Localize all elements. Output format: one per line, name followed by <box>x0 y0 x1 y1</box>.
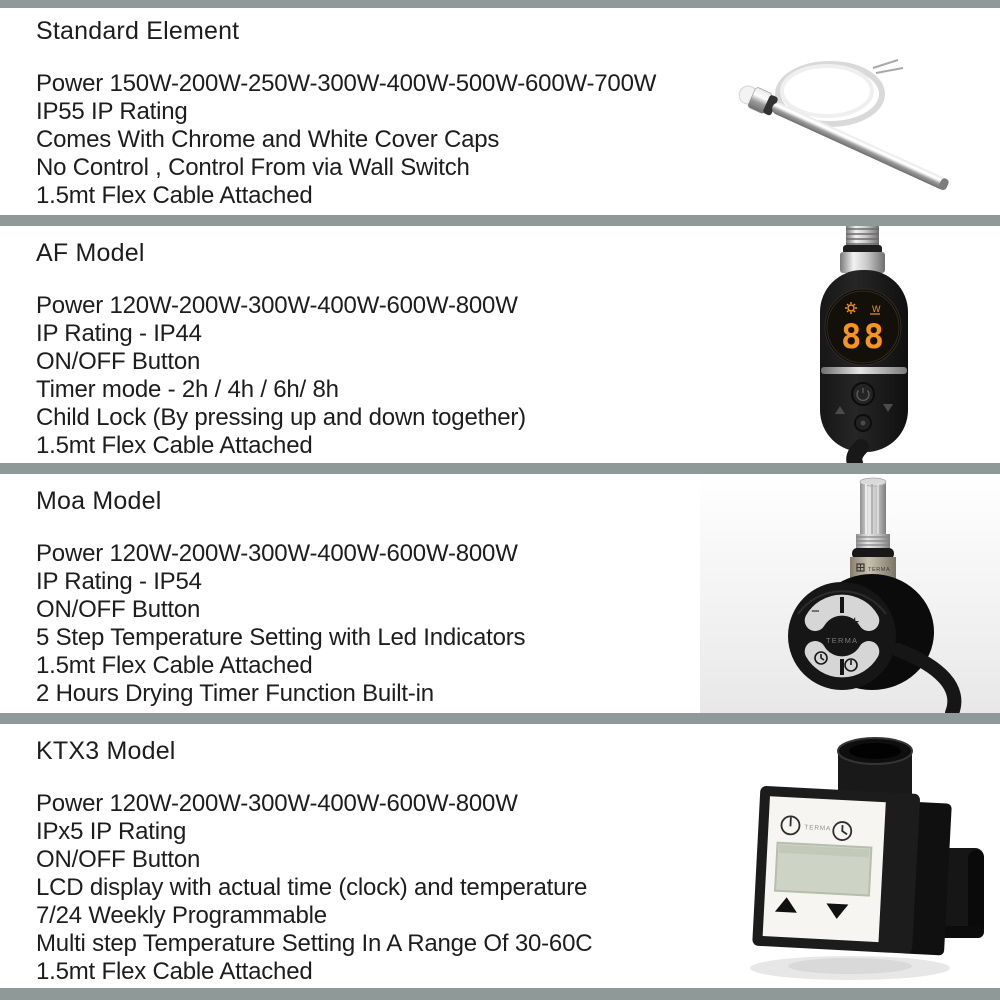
spec-line: Power 120W-200W-300W-400W-600W-800W <box>36 540 518 567</box>
brand-label: TERMA <box>804 824 832 833</box>
divider-bar <box>0 463 1000 474</box>
standard-element-photo <box>700 8 1000 215</box>
controller-body <box>752 786 952 956</box>
spec-line: ON/OFF Button <box>36 596 201 623</box>
bottom-border-bar <box>0 988 1000 1000</box>
threaded-connector <box>840 226 885 273</box>
ktx3-model-photo <box>700 724 1000 988</box>
spec-line: 1.5mt Flex Cable Attached <box>36 432 313 459</box>
spec-line: No Control , Control From via Wall Switch <box>36 154 470 181</box>
spec-line: 2 Hours Drying Timer Function Built-in <box>36 680 434 707</box>
spec-line: ON/OFF Button <box>36 846 201 873</box>
section-title: KTX3 Model <box>36 737 176 765</box>
spec-line: Power 120W-200W-300W-400W-600W-800W <box>36 292 518 319</box>
flex-cable <box>854 447 861 463</box>
section-ktx3-model <box>0 724 1000 988</box>
spec-line: IP Rating - IP54 <box>36 568 202 595</box>
spec-line: Power 150W-200W-250W-300W-400W-500W-600W-700W <box>36 70 657 97</box>
top-border-bar <box>0 0 1000 8</box>
spec-line: Multi step Temperature Setting In A Range Of 30-60C <box>36 930 593 957</box>
spec-list <box>36 292 676 460</box>
spec-list <box>36 70 676 210</box>
divider-bar <box>0 215 1000 226</box>
af-model-photo <box>700 226 1000 463</box>
spec-line: IP55 IP Rating <box>36 98 188 125</box>
led-display <box>826 290 900 364</box>
brand-label: TERMA <box>826 636 859 645</box>
spec-line: Power 120W-200W-300W-400W-600W-800W <box>36 790 518 817</box>
moa-model-photo <box>700 474 1000 713</box>
wire-ends <box>873 60 903 73</box>
spec-line: 1.5mt Flex Cable Attached <box>36 652 313 679</box>
spec-line: Timer mode - 2h / 4h / 6h/ 8h <box>36 376 339 403</box>
heating-rod <box>735 81 952 196</box>
spec-line: 1.5mt Flex Cable Attached <box>36 182 313 209</box>
power-button <box>852 383 874 405</box>
collar-brand-label: TERMA <box>868 567 891 573</box>
section-standard-element <box>0 8 1000 215</box>
spec-line: Comes With Chrome and White Cover Caps <box>36 126 500 153</box>
plus-button-label: + <box>850 614 860 631</box>
section-moa-model <box>0 474 1000 713</box>
spec-line: 7/24 Weekly Programmable <box>36 902 327 929</box>
watt-icon: W <box>872 304 881 314</box>
spec-line: 1.5mt Flex Cable Attached <box>36 958 313 985</box>
section-title: Standard Element <box>36 17 240 45</box>
spec-line: ON/OFF Button <box>36 348 201 375</box>
spec-list <box>36 790 676 986</box>
section-af-model <box>0 226 1000 463</box>
minus-button-label: − <box>811 603 820 620</box>
spec-line: IPx5 IP Rating <box>36 818 187 845</box>
silver-ring <box>821 367 907 374</box>
spec-line: IP Rating - IP44 <box>36 320 202 347</box>
divider-bar <box>0 713 1000 724</box>
display-value: 88 <box>841 317 886 357</box>
spec-line: Child Lock (By pressing up and down together) <box>36 404 526 431</box>
section-title: Moa Model <box>36 487 162 515</box>
spec-list <box>36 540 676 708</box>
section-title: AF Model <box>36 239 145 267</box>
spec-line: 5 Step Temperature Setting with Led Indicators <box>36 624 526 651</box>
spec-line: LCD display with actual time (clock) and temperature <box>36 874 588 901</box>
